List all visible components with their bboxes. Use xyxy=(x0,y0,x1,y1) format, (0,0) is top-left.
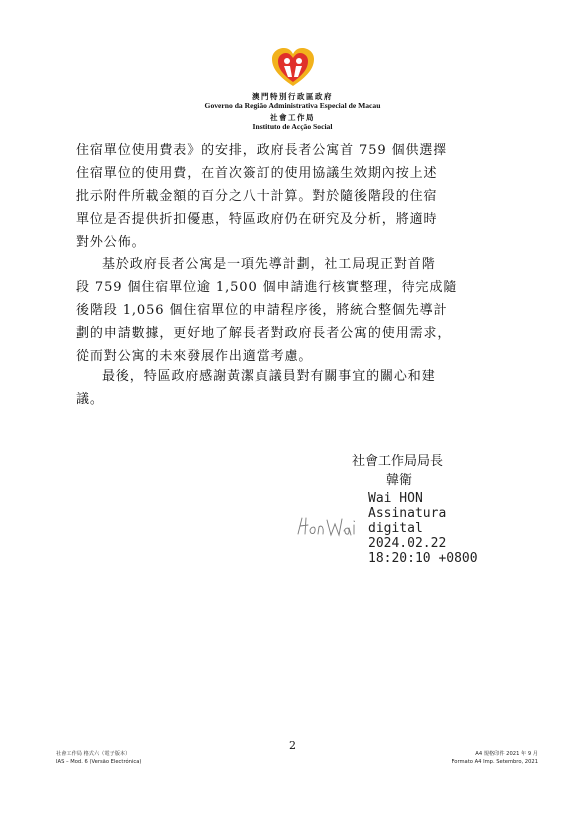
digital-signature-block xyxy=(368,491,478,566)
dept-name-zh: 社會工作局 xyxy=(270,113,315,122)
text-line: 後階段 1,056 個住宿單位的申請程序後，將統合整個先導計 xyxy=(76,303,448,318)
ias-logo-icon xyxy=(270,46,316,88)
text-line: 批示附件所載金額的百分之八十計算。對於隨後階段的住宿 xyxy=(76,189,438,204)
dept-name-pt: Instituto de Acção Social xyxy=(252,122,333,131)
paragraph-2 xyxy=(76,253,498,368)
text-line: 段 759 個住宿單位逾 1,500 個申請進行核實整理，待完成隨 xyxy=(76,280,458,295)
handwritten-signature xyxy=(294,512,369,540)
text-line: 從而對公寓的未來發展作出適當考慮。 xyxy=(76,349,313,364)
gov-name-zh: 澳門特別行政區政府 xyxy=(252,92,333,101)
text-line: 對外公佈。 xyxy=(76,235,146,250)
text-line: 最後，特區政府感謝黃潔貞議員對有關事宜的關心和建 xyxy=(102,369,436,384)
text-line: 劃的申請數據，更好地了解長者對政府長者公寓的使用需求， xyxy=(76,326,452,341)
signer-title: 社會工作局局長 xyxy=(352,454,444,469)
digital-signature-line: 2024.02.22 xyxy=(368,536,447,551)
text-line: 議。 xyxy=(76,392,104,407)
page-number: 2 xyxy=(289,739,296,752)
text-line: 住宿單位的使用費，在首次簽訂的使用協議生效期內按上述 xyxy=(76,166,438,181)
text-line: 單位是否提供折扣優惠，特區政府仍在研究及分析，將適時 xyxy=(76,212,438,227)
digital-signature-line: Assinatura xyxy=(368,506,447,521)
signer-name: 韓衛 xyxy=(386,473,413,488)
digital-signature-line: 18:20:10 +0800 xyxy=(368,551,478,566)
paragraph-1 xyxy=(76,139,498,254)
footer-form-zh: 社會工作局 格式六（電子版本） xyxy=(56,751,131,757)
text-line: 住宿單位使用費表》的安排，政府長者公寓首 759 個供選擇 xyxy=(76,143,448,158)
footer-print-zh: A4 規格印件 2021 年 9 月 xyxy=(475,751,538,757)
gov-name-pt: Governo da Região Administrativa Especial de Macau xyxy=(204,101,381,110)
footer-left xyxy=(56,750,141,766)
digital-signature-line: Wai HON xyxy=(368,491,423,506)
footer-right xyxy=(451,750,538,766)
footer-form-pt: IAS – Mod. 6 (Versão Electrónica) xyxy=(56,759,142,765)
paragraph-3 xyxy=(76,365,498,411)
digital-signature-line: digital xyxy=(368,521,423,536)
footer-print-pt: Formato A4 Imp. Setembro, 2021 xyxy=(451,759,538,765)
text-line: 基於政府長者公寓是一項先導計劃，社工局現正對首階 xyxy=(102,257,436,272)
